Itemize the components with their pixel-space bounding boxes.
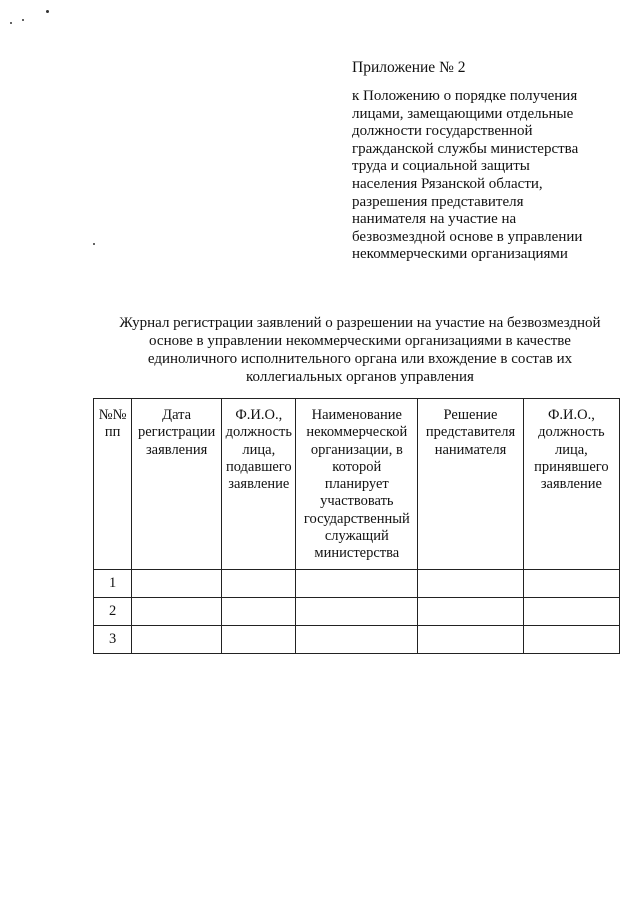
recipient-cell (523, 597, 619, 625)
header-registration-date: Дата регистрации заявления (132, 399, 222, 570)
scan-speck (22, 19, 24, 21)
header-applicant: Ф.И.О., должность лица, подавшего заявление (222, 399, 296, 570)
journal-title-line: единоличного исполнительного органа или вхождение в состав их (147, 351, 573, 367)
appendix-line: разрешения представителя (352, 193, 524, 210)
row-number-cell: 1 (94, 569, 132, 597)
table-header-row (94, 399, 620, 570)
appendix-line: лицами, замещающими отдельные (352, 105, 574, 122)
appendix-reference (352, 88, 632, 264)
header-number: №№ пп (94, 399, 132, 570)
decision-cell (418, 625, 524, 653)
date-cell (132, 625, 222, 653)
table-row (94, 597, 620, 625)
header-recipient: Ф.И.О., должность лица, принявшего заявление (523, 399, 619, 570)
applicant-cell (222, 569, 296, 597)
appendix-line: нанимателя на участие на (352, 211, 517, 228)
appendix-line: некоммерческими организациями (352, 246, 568, 263)
appendix-line: безвозмездной основе в управлении (352, 228, 583, 245)
recipient-cell (523, 569, 619, 597)
row-number-cell: 2 (94, 597, 132, 625)
table-row (94, 625, 620, 653)
recipient-cell (523, 625, 619, 653)
journal-title-line: основе в управлении некоммерческими организациями в качестве (149, 333, 571, 349)
journal-title (90, 314, 630, 386)
date-cell (132, 569, 222, 597)
header-decision: Решение представителя нанимателя (418, 399, 524, 570)
decision-cell (418, 597, 524, 625)
decision-cell (418, 569, 524, 597)
organization-cell (296, 569, 418, 597)
appendix-line: должности государственной (352, 123, 533, 140)
organization-cell (296, 625, 418, 653)
applicant-cell (222, 625, 296, 653)
scan-speck (93, 243, 95, 245)
organization-cell (296, 597, 418, 625)
applicant-cell (222, 597, 296, 625)
header-organization: Наименование некоммерческой организации, в которой планирует участвовать государственный служащий министерства (296, 399, 418, 570)
scan-speck (46, 10, 49, 13)
appendix-title: Приложение № 2 (352, 59, 466, 76)
date-cell (132, 597, 222, 625)
journal-title-line: коллегиальных органов управления (246, 369, 474, 385)
journal-title-line: Журнал регистрации заявлений о разрешении на участие на безвозмездной (119, 315, 601, 331)
appendix-line: к Положению о порядке получения (352, 88, 578, 104)
table-row (94, 569, 620, 597)
appendix-line: труда и социальной защиты (352, 158, 530, 175)
scan-speck (10, 22, 12, 24)
appendix-line: населения Рязанской области, (352, 175, 543, 192)
registration-table (93, 398, 620, 654)
appendix-line: гражданской службы министерства (352, 140, 579, 157)
row-number-cell: 3 (94, 625, 132, 653)
